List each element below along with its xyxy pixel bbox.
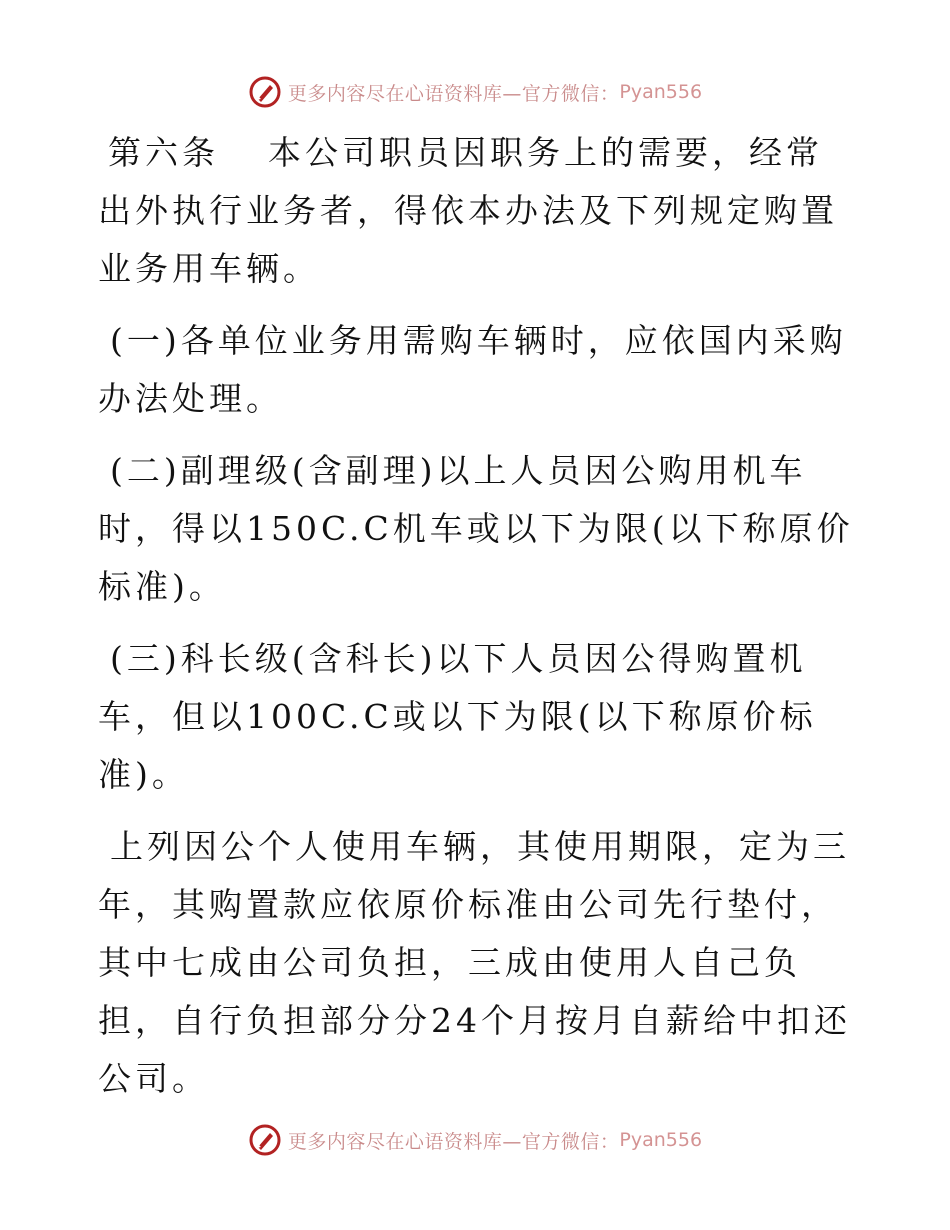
watermark-brand: Pyan556 (619, 81, 703, 103)
article-paragraph (98, 124, 858, 298)
closing-paragraph: 上列因公个人使用车辆，其使用期限，定为三年，其购置款应依原价标准由公司先行垫付，其中七成由公司负担，三成由使用人自己负担，自行负担部分分24个月按月自薪给中扣还公司。 (98, 827, 851, 1098)
header-watermark (0, 72, 950, 112)
watermark-text: 更多内容尽在心语资料库—官方微信： (287, 82, 620, 105)
item-3: (三)科长级(含科长)以下人员因公得购置机车，但以100C.C或以下为限(以下称原价标准)。 (98, 639, 817, 794)
pen-logo-icon (248, 75, 282, 109)
article-text: 本公司职员因职务上的需要，经常出外执行业务者，得依本办法及下列规定购置业务用车辆。 (98, 133, 838, 288)
item-1: (一)各单位业务用需购车辆时，应依国内采购办法处理。 (98, 321, 847, 418)
pen-logo-icon (248, 1123, 282, 1157)
document-body (98, 124, 858, 1122)
watermark-text: 更多内容尽在心语资料库—官方微信： (287, 1130, 620, 1153)
watermark-brand: Pyan556 (619, 1129, 703, 1151)
footer-watermark (0, 1120, 950, 1160)
article-label: 第六条 (108, 133, 219, 172)
item-2: (二)副理级(含副理)以上人员因公购用机车时，得以150C.C机车或以下为限(以下称原价标准)。 (98, 451, 854, 606)
